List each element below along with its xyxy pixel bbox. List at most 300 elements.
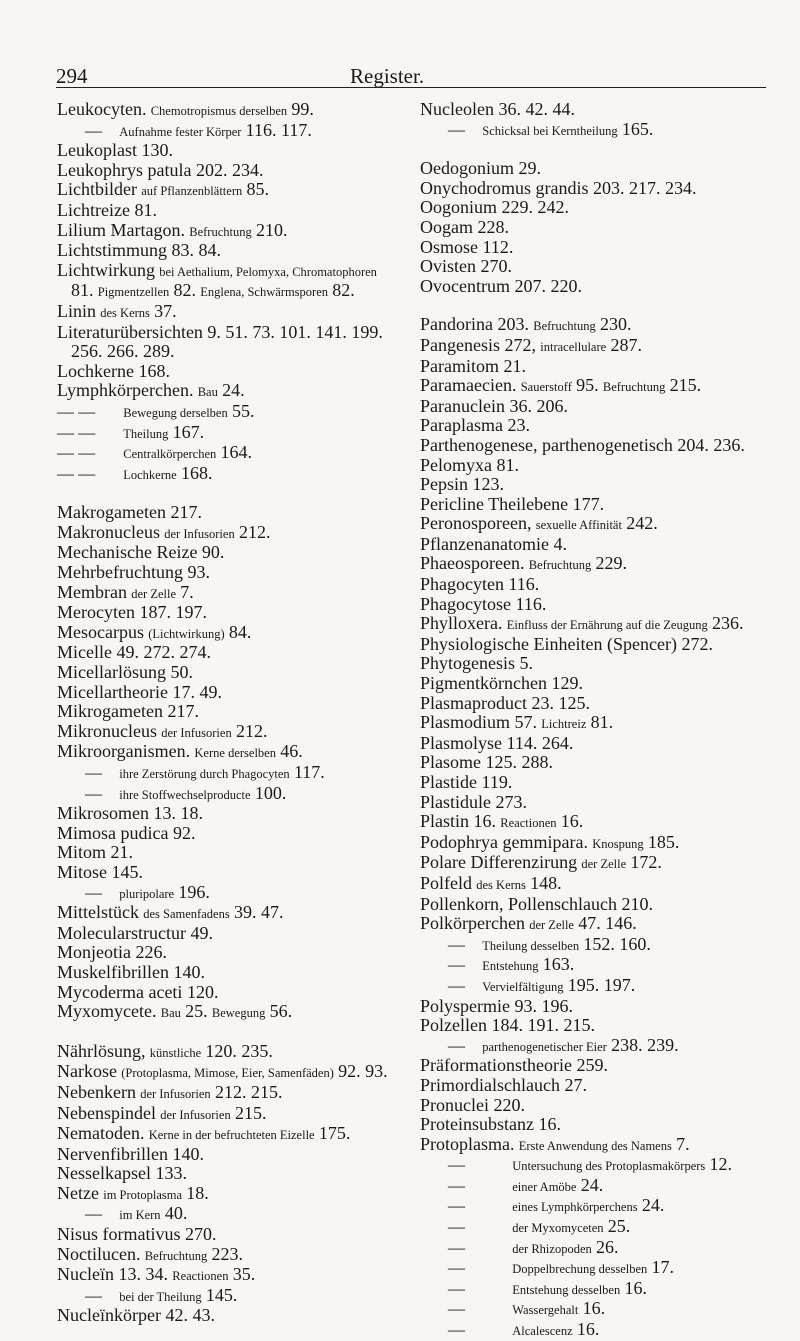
index-entry — [420, 1176, 775, 1197]
entry-subtext: ihre Zerstörung durch Phagocyten — [119, 767, 290, 781]
entry-subtext: Befruchtung — [144, 1248, 208, 1263]
entry-heading: Linin — [57, 300, 96, 321]
entry-pages: 185. — [647, 831, 680, 852]
dash-mark: — — [448, 1237, 465, 1257]
entry-heading: Plastin 16. — [420, 811, 497, 832]
entry-heading: Peronosporeen, — [420, 513, 532, 534]
index-entry — [420, 1196, 775, 1217]
entry-pages: 230. — [599, 314, 632, 335]
index-entry — [420, 1217, 775, 1238]
entry-subtext: einer Amöbe — [512, 1179, 577, 1194]
entry-heading: Membran — [57, 581, 127, 602]
index-entry — [420, 694, 775, 714]
entry-heading: Phaeosporeen. — [420, 553, 525, 574]
entry-pages: 16. — [576, 1319, 600, 1340]
index-entry — [57, 722, 397, 743]
index-entry — [420, 120, 775, 141]
entry-pages: 24. — [580, 1174, 604, 1195]
entry-pages: 223. — [211, 1243, 243, 1264]
entry-subtext: im Kern — [119, 1208, 161, 1223]
index-entry — [420, 955, 775, 976]
entry-pages: 238. 239. — [611, 1034, 679, 1055]
entry-heading: Plasome 125. 288. — [420, 752, 553, 773]
entry-subtext: Englena, Schwärmsporen — [200, 285, 329, 300]
entry-pages: 99. — [291, 99, 314, 119]
entry-heading: Micellarlösung 50. — [57, 662, 193, 683]
entry-heading: Nebenkern — [57, 1081, 136, 1102]
index-entry — [57, 1265, 397, 1286]
entry-heading: Phylloxera. — [420, 613, 503, 634]
index-entry — [57, 623, 397, 644]
entry-heading: Ovisten 270. — [420, 256, 512, 277]
entry-heading: Parthenogenese, parthenogenetisch 204. 236. — [420, 434, 745, 455]
index-entry — [57, 161, 397, 181]
entry-heading: Monjeotia 226. — [57, 942, 167, 963]
index-entry — [57, 1083, 397, 1104]
entry-heading: Phagocytose 116. — [420, 593, 547, 614]
index-entry — [57, 1245, 397, 1266]
index-entry — [420, 1056, 775, 1076]
entry-heading: Micelle 49. 272. 274. — [57, 642, 211, 663]
index-entry — [57, 1204, 397, 1225]
entry-subtext: Wassergehalt — [512, 1303, 579, 1318]
index-entry — [420, 456, 775, 476]
index-entry — [57, 883, 397, 904]
dash-mark: — — [85, 763, 102, 782]
index-entry — [420, 514, 775, 535]
dash-mark: — — [448, 1320, 465, 1340]
entry-pages: 152. 160. — [583, 933, 651, 954]
entry-subtext: (Lichtwirkung) — [148, 626, 225, 641]
index-entry — [57, 603, 397, 623]
entry-pages: 40. — [164, 1203, 188, 1224]
entry-subtext: (Protoplasma, Mimose, Eier, Samenfäden) — [121, 1066, 334, 1081]
entry-pages: 7. — [180, 581, 194, 602]
entry-subtext: auf Pflanzenblättern — [141, 184, 243, 199]
index-entry — [57, 141, 397, 161]
entry-pages: 16. — [582, 1298, 606, 1319]
index-entry — [57, 423, 397, 444]
index-entry — [57, 180, 397, 201]
dash-mark: — — [85, 783, 102, 803]
entry-subtext: Befruchtung — [533, 319, 596, 334]
index-entry — [57, 121, 397, 142]
entry-subtext: Einfluss der Ernährung auf die Zeugung — [506, 618, 708, 633]
entry-subtext: Sauerstoff — [520, 380, 572, 395]
index-entry — [420, 674, 775, 694]
entry-subtext: Lochkerne — [123, 467, 177, 482]
entry-pages: 242. — [626, 513, 658, 534]
index-entry — [420, 198, 775, 218]
dash-mark: — — [448, 1217, 465, 1237]
entry-heading: Polare Differenzirung — [420, 852, 578, 873]
index-entry — [57, 763, 397, 784]
entry-heading: Molecularstructur 49. — [57, 922, 213, 943]
entry-heading: Protoplasma. — [420, 1133, 515, 1154]
entry-heading: Polkörperchen — [420, 913, 525, 934]
entry-heading: Oedogonium 29. — [420, 158, 541, 179]
entry-pages: 25. — [607, 1216, 631, 1237]
entry-subtext: des Kerns — [100, 305, 150, 320]
section-gap — [420, 140, 775, 159]
entry-pages: 172. — [630, 852, 662, 873]
entry-subtext: Kerne in der befruchteten Eizelle — [148, 1128, 315, 1143]
index-entry — [420, 357, 775, 377]
entry-heading: Mechanische Reize 90. — [57, 542, 225, 563]
entry-heading: Osmose 112. — [420, 236, 514, 257]
dash-mark: — — — [57, 401, 96, 421]
index-entry — [420, 238, 775, 258]
header-rule — [56, 87, 766, 88]
index-entry — [57, 402, 397, 423]
entry-heading: Nebenspindel — [57, 1102, 156, 1123]
entry-pages: 81. — [590, 712, 614, 733]
index-entry — [420, 277, 775, 297]
entry-subtext: der Infusorien — [161, 725, 232, 740]
index-entry — [57, 784, 397, 805]
entry-heading: Phagocyten 116. — [420, 574, 540, 595]
dash-mark: — — [448, 1196, 465, 1216]
entry-heading: Mikroorganismen. — [57, 741, 191, 762]
dash-mark: — — — [57, 443, 96, 463]
entry-pages: 82. — [173, 280, 197, 301]
index-entry — [57, 804, 397, 824]
page-number: 294 — [56, 64, 88, 88]
entry-pages: 116. 117. — [245, 119, 312, 140]
entry-heading: Plastide 119. — [420, 772, 513, 792]
entry-heading: Nesselkapsel 133. — [57, 1163, 187, 1184]
entry-heading: Mitom 21. — [57, 842, 134, 863]
index-entry — [420, 976, 775, 997]
index-entry — [57, 683, 397, 703]
entry-pages: 24. — [641, 1195, 665, 1216]
entry-heading: Leukophrys patula 202. 234. — [57, 159, 264, 180]
entry-heading: Mittelstück — [57, 902, 139, 923]
index-entry — [420, 535, 775, 555]
index-entry — [57, 362, 397, 382]
index-entry — [420, 853, 775, 874]
entry-pages: 55. — [231, 400, 255, 421]
entry-heading: Merocyten 187. 197. — [57, 602, 207, 623]
entry-subtext: Chemotropismus derselben — [150, 104, 288, 118]
entry-heading: Nährlösung, — [57, 1040, 146, 1061]
entry-pages: 175. — [318, 1123, 351, 1144]
dash-mark: — — [85, 1204, 102, 1224]
entry-heading: Narkose — [57, 1061, 117, 1082]
entry-heading: Pandorina 203. — [420, 314, 529, 335]
entry-subtext: Befruchtung — [602, 380, 666, 395]
entry-heading: Lichtwirkung — [57, 259, 155, 280]
index-entry — [57, 1145, 397, 1165]
entry-heading: Präformationstheorie 259. — [420, 1055, 608, 1076]
entry-heading: Proteinsubstanz 16. — [420, 1114, 561, 1135]
index-entry — [420, 1096, 775, 1116]
entry-heading: Mikrogameten 217. — [57, 701, 199, 722]
index-entry — [57, 963, 397, 983]
dash-mark: — — — [57, 463, 96, 483]
entry-heading: Oogonium 229. 242. — [420, 197, 570, 218]
entry-pages: 148. — [530, 872, 562, 893]
index-entry — [420, 315, 775, 336]
entry-subtext: Reactionen — [172, 1269, 229, 1284]
entry-heading: Polfeld — [420, 872, 472, 893]
entry-pages: 229. — [595, 553, 627, 574]
entry-heading: Primordialschlauch 27. — [420, 1074, 587, 1095]
entry-pages: 215. — [234, 1102, 267, 1123]
index-entry — [420, 595, 775, 615]
index-entry — [420, 159, 775, 179]
entry-subtext: der Infusorien — [160, 1107, 231, 1122]
entry-subtext: der Infusorien — [140, 1086, 211, 1101]
index-entry — [420, 1258, 775, 1279]
entry-pages: 24. — [222, 380, 245, 401]
index-entry — [420, 654, 775, 674]
entry-heading: Mikrosomen 13. 18. — [57, 803, 203, 824]
page-title: Register. — [350, 64, 425, 88]
entry-subtext: Entstehung desselben — [512, 1282, 621, 1297]
entry-heading: Leukoplast 130. — [57, 140, 173, 161]
index-entry — [420, 218, 775, 238]
index-entry — [57, 261, 397, 302]
index-entry — [57, 381, 397, 402]
index-entry — [420, 1115, 775, 1135]
index-entry — [57, 1306, 397, 1326]
entry-heading: Mehrbefruchtung 93. — [57, 562, 210, 583]
index-entry — [420, 1016, 775, 1036]
index-entry — [420, 1299, 775, 1320]
section-gap — [57, 484, 397, 503]
index-entry — [420, 1076, 775, 1096]
index-entry — [420, 997, 775, 1017]
entry-heading: Nucleolen 36. 42. 44. — [420, 99, 575, 119]
entry-subtext: Pigmentzellen — [97, 285, 170, 300]
entry-subtext: der Zelle — [131, 586, 176, 601]
entry-subtext: Entstehung — [482, 959, 539, 974]
index-entry — [420, 336, 775, 357]
index-entry — [420, 179, 775, 199]
index-entry — [57, 323, 397, 362]
entry-pages: 167. — [172, 421, 205, 442]
entry-heading: Paranuclein 36. 206. — [420, 395, 568, 416]
index-entry — [57, 543, 397, 563]
entry-heading: Paraplasma 23. — [420, 415, 530, 436]
entry-pages: 168. — [180, 462, 213, 483]
entry-heading: Mycoderma aceti 120. — [57, 981, 219, 1002]
index-entry — [57, 943, 397, 963]
index-entry — [420, 914, 775, 935]
entry-heading: Polzellen 184. 191. 215. — [420, 1015, 595, 1036]
entry-pages: 212. — [235, 720, 268, 741]
entry-subtext: pluripolare — [119, 886, 175, 901]
entry-pages: 7. — [676, 1133, 690, 1154]
entry-subtext: Bau — [197, 385, 218, 400]
entry-pages: 56. — [269, 1001, 293, 1022]
index-entry — [420, 1135, 775, 1156]
entry-pages: 95. — [576, 375, 599, 396]
entry-heading: Nematoden. — [57, 1123, 145, 1144]
entry-subtext: eines Lymphkörperchens — [512, 1200, 638, 1215]
entry-heading: Plasmolyse 114. 264. — [420, 732, 574, 753]
entry-pages: 82. — [332, 280, 355, 301]
entry-pages: 92. 93. — [338, 1061, 388, 1082]
entry-pages: 120. 235. — [205, 1040, 273, 1061]
index-entry — [420, 874, 775, 895]
index-entry — [57, 1184, 397, 1205]
index-entry — [57, 824, 397, 844]
entry-pages: 215. — [669, 375, 702, 396]
index-entry — [57, 443, 397, 464]
index-entry — [420, 100, 775, 120]
entry-heading: Mesocarpus — [57, 621, 144, 642]
entry-heading: Phytogenesis 5. — [420, 653, 534, 674]
entry-pages: 287. — [610, 334, 642, 355]
entry-heading: Noctilucen. — [57, 1243, 141, 1264]
dash-mark: — — [85, 120, 102, 140]
entry-pages: 17. — [651, 1257, 675, 1278]
index-entry — [57, 1286, 397, 1307]
section-gap — [420, 296, 775, 315]
dash-mark: — — [448, 1155, 465, 1175]
entry-heading: Plasmaproduct 23. 125. — [420, 692, 590, 713]
entry-subtext: Untersuchung des Protoplasmakörpers — [512, 1159, 706, 1174]
index-entry — [420, 793, 775, 813]
entry-subtext: des Samenfadens — [143, 907, 230, 922]
entry-pages: 236. — [711, 613, 744, 634]
entry-subtext: Bewegung derselben — [123, 405, 228, 420]
index-entry — [57, 503, 397, 523]
entry-subtext: Befruchtung — [528, 558, 592, 573]
entry-subtext: sexuelle Affinität — [535, 518, 622, 533]
index-entry — [420, 495, 775, 515]
dash-mark: — — — [57, 422, 96, 442]
entry-subtext: Reactionen — [500, 816, 557, 831]
index-entry — [420, 734, 775, 754]
index-entry — [420, 895, 775, 915]
index-entry — [57, 100, 397, 121]
entry-subtext: Vervielfältigung — [482, 979, 564, 994]
entry-pages: 212. — [238, 521, 271, 542]
entry-subtext: Theilung desselben — [482, 938, 580, 953]
index-column-left — [57, 100, 397, 1326]
entry-subtext: intracellulare — [540, 339, 607, 354]
entry-pages: 81. — [71, 280, 94, 301]
index-entry — [57, 464, 397, 485]
entry-heading: Netze — [57, 1182, 99, 1203]
entry-heading: Pericline Theilebene 177. — [420, 493, 605, 514]
index-entry — [57, 863, 397, 883]
entry-pages: 84. — [228, 621, 252, 642]
entry-subtext: Bau — [160, 1006, 181, 1021]
entry-subtext: Doppelbrechung desselben — [512, 1262, 648, 1277]
entry-subtext: bei der Theilung — [119, 1289, 202, 1304]
index-entry — [57, 221, 397, 242]
entry-heading: Plastidule 273. — [420, 791, 527, 812]
index-entry — [420, 1036, 775, 1057]
entry-pages: 196. — [178, 881, 210, 902]
index-entry — [57, 1164, 397, 1184]
entry-subtext: parthenogenetischer Eier — [482, 1039, 607, 1054]
entry-heading: Onychodromus grandis 203. 217. 234. — [420, 177, 697, 198]
entry-subtext: Theilung — [123, 426, 169, 441]
entry-subtext: Erste Anwendung des Namens — [518, 1138, 672, 1153]
entry-subtext: der Rhizopoden — [512, 1241, 592, 1256]
page-header — [0, 44, 800, 88]
index-entry — [420, 773, 775, 793]
entry-pages: 35. — [232, 1264, 256, 1285]
index-entry — [57, 1124, 397, 1145]
entry-heading: Nervenfibrillen 140. — [57, 1143, 204, 1164]
index-entry — [420, 1320, 775, 1341]
entry-pages: 47. 146. — [578, 913, 637, 934]
entry-heading: Nucleïnkörper 42. 43. — [57, 1305, 215, 1326]
entry-heading: Pelomyxa 81. — [420, 454, 519, 475]
entry-pages: 85. — [246, 179, 269, 200]
entry-heading: Plasmodium 57. — [420, 712, 538, 733]
index-entry — [57, 241, 397, 261]
dash-mark: — — [448, 1175, 465, 1195]
dash-mark: — — [448, 119, 465, 139]
index-entry — [57, 1062, 397, 1083]
entry-pages: 18. — [186, 1182, 209, 1203]
dash-mark: — — [448, 1258, 465, 1278]
entry-heading: Pollenkorn, Pollenschlauch 210. — [420, 893, 653, 914]
entry-subtext: der Myxomyceten — [512, 1221, 604, 1236]
entry-heading: Polyspermie 93. 196. — [420, 995, 573, 1016]
entry-pages: 25. — [185, 1001, 208, 1022]
entry-heading: Pigmentkörnchen 129. — [420, 673, 583, 694]
entry-pages: 210. — [255, 219, 288, 240]
section-gap — [57, 1023, 397, 1042]
entry-subtext: Kerne derselben — [194, 746, 276, 761]
entry-pages: 100. — [254, 782, 287, 803]
entry-subtext: Befruchtung — [189, 224, 252, 239]
entry-heading: Mikronucleus — [57, 720, 157, 741]
entry-subtext: Knospung — [592, 836, 644, 851]
entry-pages: 163. — [542, 954, 575, 975]
index-entry — [420, 753, 775, 773]
entry-pages: 145. — [205, 1284, 238, 1305]
index-entry — [57, 843, 397, 863]
index-entry — [420, 475, 775, 495]
entry-heading: Ovocentrum 207. 220. — [420, 275, 582, 296]
entry-pages: 46. — [280, 741, 303, 762]
index-entry — [57, 563, 397, 583]
entry-pages: 212. 215. — [214, 1081, 283, 1102]
index-entry — [57, 742, 397, 763]
index-entry — [420, 575, 775, 595]
entry-subtext: Lichtreiz — [541, 717, 587, 732]
entry-heading: Myxomycete. — [57, 1001, 157, 1022]
index-entry — [420, 376, 775, 397]
index-entry — [420, 1279, 775, 1300]
index-entry — [57, 201, 397, 221]
index-entry — [420, 554, 775, 575]
entry-heading: Pepsin 123. — [420, 474, 505, 495]
index-entry — [57, 1042, 397, 1063]
index-entry — [57, 983, 397, 1003]
entry-heading: Muskelfibrillen 140. — [57, 961, 205, 982]
dash-mark: — — [85, 1285, 102, 1305]
dash-mark: — — [448, 975, 465, 995]
entry-heading: Paramaecien. — [420, 375, 517, 396]
entry-subtext: ihre Stoffwechselproducte — [119, 787, 251, 802]
index-entry — [420, 1155, 775, 1176]
index-entry — [57, 523, 397, 544]
entry-subtext: Schicksal bei Kerntheilung — [482, 123, 618, 138]
entry-heading: Physiologische Einheiten (Spencer) 272. — [420, 633, 713, 654]
entry-heading: Lilium Martagon. — [57, 219, 185, 240]
entry-pages: 16. — [624, 1277, 647, 1298]
